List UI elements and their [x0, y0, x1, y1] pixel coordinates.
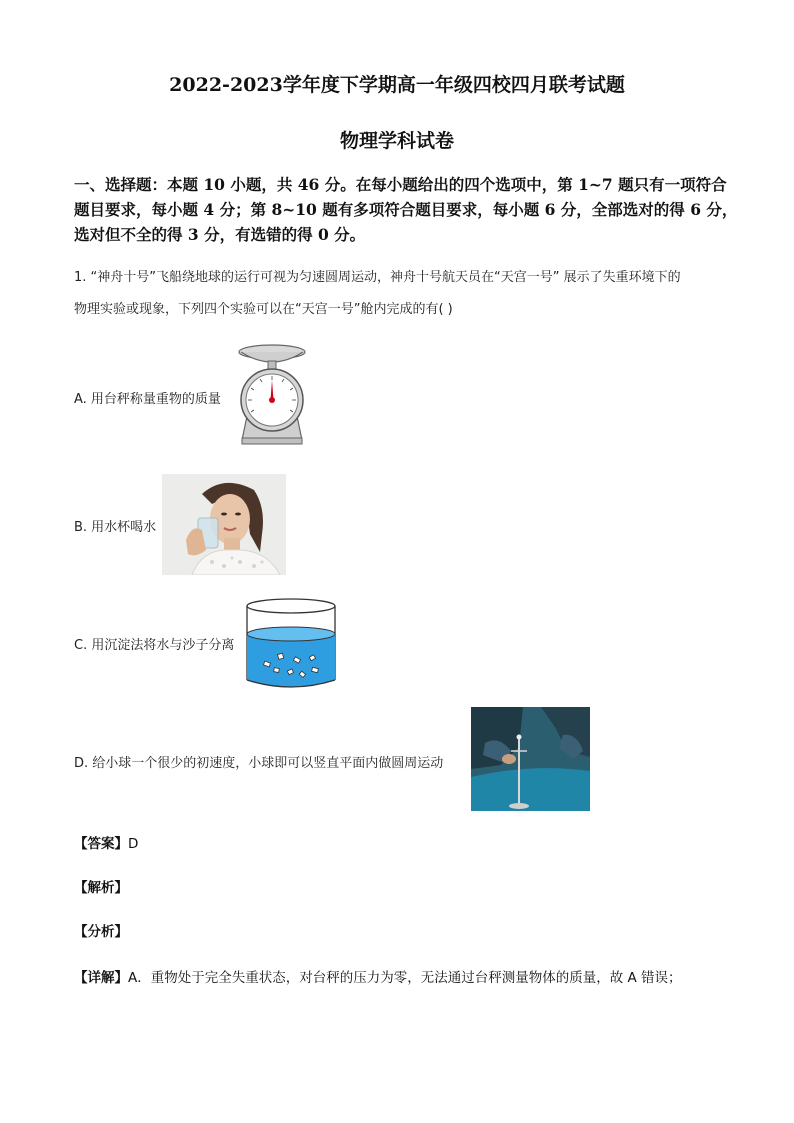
detail-line: [74, 966, 682, 986]
breakdown-line: [74, 920, 128, 940]
circular-motion-photo: [471, 707, 590, 811]
breakdown-tag: 【分析】: [74, 924, 128, 940]
answer-tag: 【答案】: [74, 836, 128, 852]
page-title: 2022-2023学年度下学期高一年级四校四月联考试题: [169, 74, 625, 96]
drinking-water-photo: [162, 474, 286, 575]
page-subtitle: 物理学科试卷: [339, 130, 454, 152]
option-c-label: C. 用沉淀法将水与沙子分离: [74, 638, 235, 653]
question-stem-line: 1. “神舟十号”飞船绕地球的运行可视为匀速圆周运动，神舟十号航天员在“天宫一号” 展示了失重环境下的: [74, 270, 681, 285]
section-instructions-line: 一、选择题：本题 10 小题，共 46 分。在每小题给出的四个选项中，第 1~7 题只有一项符合: [74, 175, 727, 194]
option-a-label: A. 用台秤称量重物的质量: [74, 392, 221, 407]
answer-line: [74, 832, 138, 852]
detail-text: A．重物处于完全失重状态，对台秤的压力为零，无法通过台秤测量物体的质量，故 A 错误；: [128, 970, 682, 986]
beaker-sediment-image: [244, 596, 338, 690]
section-instructions-line: 选对但不全的得 3 分，有选错的得 0 分。: [74, 225, 366, 244]
analysis-tag: 【解析】: [74, 880, 128, 896]
section-instructions-line: 题目要求，每小题 4 分；第 8~10 题有多项符合题目要求，每小题 6 分，全部选对的得 6 分，: [74, 200, 738, 219]
option-d-label: D. 给小球一个很少的初速度，小球即可以竖直平面内做圆周运动: [74, 756, 444, 771]
question-stem-line: 物理实验或现象，下列四个实验可以在“天宫一号”舱内完成的有( ): [74, 302, 453, 317]
detail-tag: 【详解】: [74, 970, 128, 986]
analysis-line: [74, 876, 128, 896]
answer-value: D: [128, 836, 139, 852]
section-instructions: [74, 172, 738, 247]
option-b-label: B. 用水杯喝水: [74, 520, 157, 535]
scale-image: [236, 342, 308, 446]
